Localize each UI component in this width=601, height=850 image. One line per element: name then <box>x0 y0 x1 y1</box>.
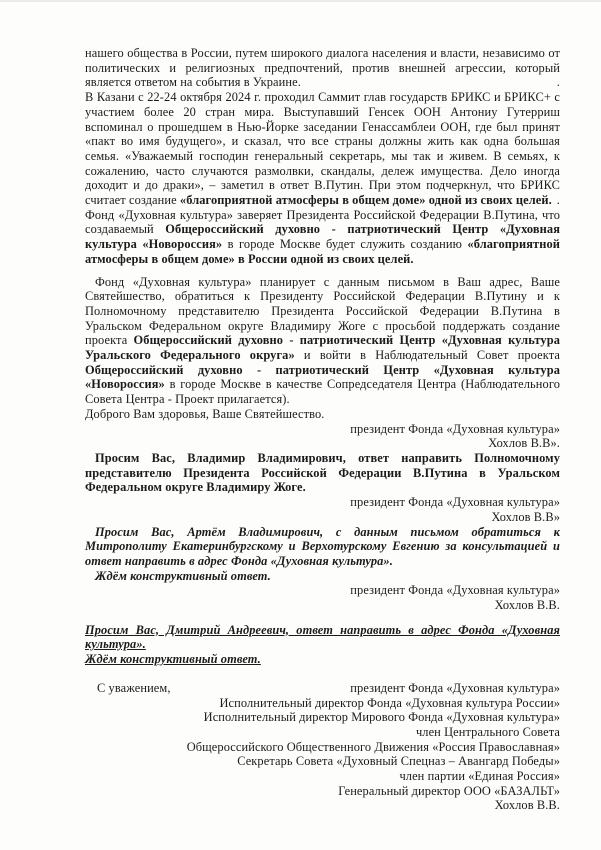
text-run: Ждём конструктивный ответ. <box>85 652 261 667</box>
paragraph-intro-continuation <box>85 46 560 90</box>
document-body <box>0 2 601 813</box>
paragraph-fund-plans <box>85 275 560 407</box>
signature-block-3 <box>85 583 560 612</box>
closing-title-line: член партии «Единая Россия» <box>399 769 560 784</box>
closing-title-line: Секретарь Совета «Духовный Спецназ – Авангард Победы» <box>237 754 560 769</box>
stray-period: . <box>556 75 560 90</box>
text-run: В Казани с 22-24 октября 2024 г. проходил Саммит глав государств БРИКС и БРИКС+ с участием более 20 стран мира. Выступавший Генсек ООН Антониу Гутерриш вспоминал о прошедшем в Нью-Йорке заседании Генассамблеи ООН, где был принят «пакт во имя будущего», и сказал, что все страны должны жить как одна большая семья. «Уважаемый господин генеральный секретарь, мы так и живем. В семьях, к сожалению, часто случаются размолвки, скандалы, дележ имущества. Дело иногда доходит и до драки», – заметил в ответ В.Путин. При этом подчеркнул, что БРИКС считает создание <box>85 90 560 208</box>
signature-line: Хохлов В.В». <box>488 436 560 451</box>
text-run: Доброго Вам здоровья, Ваше Святейшество. <box>85 406 325 421</box>
text-run: Просим Вас, Дмитрий Андреевич, ответ направить в адрес Фонда «Духовная культура». <box>85 622 560 652</box>
paragraph-awaiting-reply-1 <box>85 569 560 584</box>
text-run: Ждём конструктивный ответ. <box>95 568 271 583</box>
text-run: в городе Москве будет служить созданию <box>222 237 468 252</box>
paragraph-health-wish <box>85 407 560 422</box>
closing-title-line: член Центрального Совета <box>415 724 560 739</box>
closing-titles <box>85 681 560 813</box>
signature-line: президент Фонда «Духовная культура» <box>350 495 560 510</box>
signature-line: Хохлов В.В. <box>494 598 560 613</box>
text-run: Фонд «Духовная культура» планирует с данным письмом в Ваш адрес, Ваше Святейшество, обратиться к Президенту Российской Федерации В.Путину и к Полномочному представителю Президента Российской Федерации В.Путина в Уральском Федеральном округе Владимиру Жоге с просьбой поддержать создание проекта <box>85 274 560 348</box>
signature-block-2 <box>85 495 560 524</box>
closing-title-line: Общероссийского Общественного Движения «Россия Православная» <box>186 739 560 754</box>
closing-title-line: Генеральный директор ООО «БАЗАЛЬТ» <box>338 783 560 798</box>
text-run: Общероссийский духовно - патриотический Центр «Духовная культура Уральского Федерального округа» <box>85 333 560 363</box>
text-run: Фонд «Духовная культура» заверяет Президента Российской Федерации В.Путина, что создаваемый <box>85 207 560 237</box>
text-run: нашего общества в России, путем широкого диалога населения и власти, независимо от политических и религиозных предпочтений, против внешней агрессии, который является ответом на события в Украине. <box>85 46 560 90</box>
paragraph-request-dmitry <box>85 623 560 652</box>
closing-salutation: С уважением, <box>97 680 171 695</box>
paragraph-request-artyom <box>85 525 560 569</box>
closing-title-line: Хохлов В.В. <box>494 798 560 813</box>
paragraph-request-vladimir <box>85 451 560 495</box>
text-run: Просим Вас, Владимир Владимирович, ответ направить Полномочному представителю Президента Российской Федерации В.Путина в Уральском Федеральном округе Владимиру Жоге. <box>85 450 560 495</box>
paragraph-fund-assurance <box>85 208 560 267</box>
paragraph-kazan-summit <box>85 90 560 208</box>
signature-line: Хохлов В.В» <box>491 509 560 524</box>
closing-title-line: президент Фонда «Духовная культура» <box>350 680 560 695</box>
text-run: Общероссийский духовно - патриотический Центр «Духовная культура «Новороссия» <box>85 222 561 252</box>
signature-block-1 <box>85 422 560 451</box>
text-run: в городе Москве в качестве Сопредседателя Центра (Наблюдательного Совета Центра - Проект прилагается). <box>85 377 560 407</box>
text-run: Просим Вас, Артём Владимирович, с данным письмом обратиться к Митрополиту Екатеринбургскому и Верхотурскому Евгению за консультацией и ответ направить в адрес Фонда «Духовная культура». <box>85 524 560 568</box>
text-run: «благоприятной атмосферы в общем доме» одной из своих целей. <box>179 193 552 208</box>
closing-block <box>85 681 560 813</box>
text-run: «благоприятной атмосферы в общем доме» в России одной из своих целей. <box>85 237 560 266</box>
text-run: Общероссийский духовно - патриотический Центр «Духовная культура «Новороссия» <box>85 362 560 392</box>
signature-line: президент Фонда «Духовная культура» <box>350 421 560 436</box>
text-run: и войти в Наблюдательный Совет проекта <box>294 348 560 363</box>
signature-line: президент Фонда «Духовная культура» <box>350 583 560 598</box>
paragraph-awaiting-reply-2 <box>85 652 560 667</box>
closing-title-line: Исполнительный директор Мирового Фонда «Духовная культура» <box>203 710 560 725</box>
closing-title-line: Исполнительный директор Фонда «Духовная культура России» <box>219 695 560 710</box>
stray-period: . <box>556 193 560 208</box>
